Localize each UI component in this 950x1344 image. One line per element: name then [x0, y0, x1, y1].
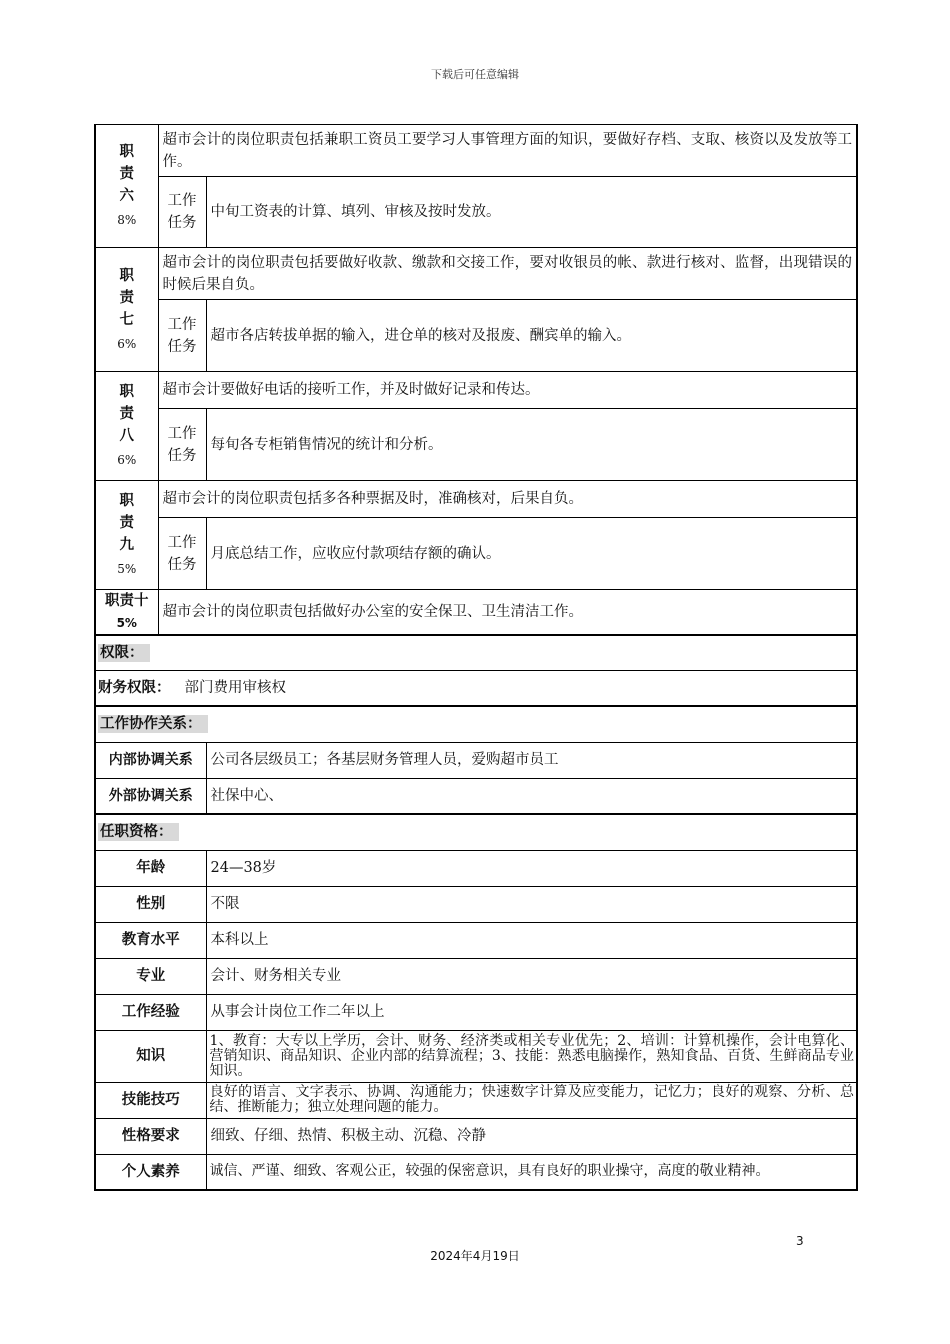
- job-description-table: [94, 124, 858, 1191]
- task-row: [95, 409, 857, 481]
- task-label: 工作任务: [167, 534, 197, 573]
- duty-label: 职责六: [119, 144, 134, 204]
- duty-description: 超市会计的岗位职责包括兼职工资员工要学习人事管理方面的知识，要做好存档、支取、核资以及发放等工作。: [158, 125, 857, 177]
- qual-row: [95, 922, 857, 958]
- qual-label: 技能技巧: [95, 1082, 206, 1118]
- qual-heading: 任职资格：: [98, 823, 179, 841]
- qual-heading-row: [95, 814, 857, 850]
- duty-description: 超市会计的岗位职责包括要做好收款、缴款和交接工作，要对收银员的帐、款进行核对、监督，出现错误的时候后果自负。: [158, 248, 857, 300]
- task-label-cell: [158, 518, 206, 590]
- task-row: [95, 177, 857, 248]
- qual-label: 专业: [95, 958, 206, 994]
- duty-label-cell: [95, 248, 158, 372]
- qual-row: [95, 958, 857, 994]
- duty-label-cell: [95, 125, 158, 248]
- duty-weight: 6%: [117, 336, 137, 351]
- qual-value: 细致、仔细、热情、积极主动、沉稳、冷静: [206, 1118, 857, 1154]
- qual-label: 知识: [95, 1030, 206, 1082]
- duty-weight: 6%: [117, 453, 137, 467]
- duty-label: 职责七: [119, 267, 134, 328]
- duty-row: [95, 372, 857, 409]
- qual-label: 个人素养: [95, 1154, 206, 1190]
- task-label: 工作任务: [167, 316, 197, 355]
- qual-label: 年龄: [95, 850, 206, 886]
- page-number: 3: [796, 1234, 804, 1248]
- financial-authority-label: 财务权限：: [98, 679, 171, 696]
- task-label: 工作任务: [167, 193, 197, 231]
- collab-heading: 工作协作关系：: [98, 715, 208, 733]
- duty-label-cell: [95, 590, 158, 636]
- qual-label: 工作经验: [95, 994, 206, 1030]
- authority-heading-row: [95, 635, 857, 670]
- qual-value: 不限: [206, 886, 857, 922]
- internal-collab-label: 内部协调关系: [95, 742, 206, 778]
- duty-row: [95, 248, 857, 300]
- duty-weight: 8%: [117, 213, 137, 227]
- qual-row: [95, 1154, 857, 1190]
- page-header: 下载后可任意编辑: [431, 68, 519, 81]
- task-label-cell: [158, 409, 206, 481]
- task-label-cell: [158, 177, 206, 248]
- qual-value: 良好的语言、文字表示、协调、沟通能力；快速数字计算及应变能力，记忆力；良好的观察、分析、总结、推断能力；独立处理问题的能力。: [206, 1082, 857, 1118]
- qual-value: 诚信、严谨、细致、客观公正，较强的保密意识，具有良好的职业操守，高度的敬业精神。: [206, 1154, 857, 1190]
- financial-authority-row: [95, 670, 857, 706]
- collab-heading-row: [95, 706, 857, 742]
- qual-label: 性格要求: [95, 1118, 206, 1154]
- qual-value: 会计、财务相关专业: [206, 958, 857, 994]
- task-label: 工作任务: [167, 425, 197, 464]
- duty-label: 职责八: [119, 384, 134, 444]
- qual-row: [95, 994, 857, 1030]
- task-text: 每旬各专柜销售情况的统计和分析。: [206, 409, 857, 481]
- qual-value: 1、教育：大专以上学历，会计、财务、经济类或相关专业优先；2、培训：计算机操作，会计电算化、营销知识、商品知识、企业内部的结算流程；3、技能：熟悉电脑操作，熟知食品、百货、生鲜商品专业知识。: [206, 1030, 857, 1082]
- qual-value: 从事会计岗位工作二年以上: [206, 994, 857, 1030]
- task-text: 月底总结工作，应收应付款项结存额的确认。: [206, 518, 857, 590]
- duty-label-cell: [95, 372, 158, 481]
- qual-row: [95, 1118, 857, 1154]
- footer-date: 2024年4月19日: [430, 1249, 520, 1263]
- qual-label: 教育水平: [95, 922, 206, 958]
- task-text: 中旬工资表的计算、填列、审核及按时发放。: [206, 177, 857, 248]
- duty-label-cell: [95, 481, 158, 590]
- financial-authority-cell: [95, 670, 857, 706]
- qual-row: [95, 886, 857, 922]
- qual-value: 24—38岁: [206, 850, 857, 886]
- external-collab-row: [95, 778, 857, 814]
- section-heading: [95, 706, 857, 742]
- duty-description: 超市会计的岗位职责包括多各种票据及时，准确核对，后果自负。: [158, 481, 857, 518]
- internal-collab-value: 公司各层级员工；各基层财务管理人员，爱购超市员工: [206, 742, 857, 778]
- task-row: [95, 518, 857, 590]
- duty-description: 超市会计的岗位职责包括做好办公室的安全保卫、卫生清洁工作。: [158, 590, 857, 636]
- duty-weight: 5%: [117, 562, 137, 576]
- qual-row: [95, 850, 857, 886]
- task-label-cell: [158, 300, 206, 372]
- section-heading: [95, 635, 857, 670]
- section-heading: [95, 814, 857, 850]
- duty-row: [95, 481, 857, 518]
- qual-row: [95, 1030, 857, 1082]
- authority-heading: 权限：: [98, 644, 150, 662]
- task-row: [95, 300, 857, 372]
- external-collab-value: 社保中心、: [206, 778, 857, 814]
- duty-label: 职责十: [105, 593, 149, 609]
- duty-row: [95, 590, 857, 636]
- task-text: 超市各店转拔单据的输入，进仓单的核对及报废、酬宾单的输入。: [206, 300, 857, 372]
- qual-value: 本科以上: [206, 922, 857, 958]
- duty-label: 职责九: [119, 493, 134, 553]
- external-collab-label: 外部协调关系: [95, 778, 206, 814]
- duty-description: 超市会计要做好电话的接听工作，并及时做好记录和传达。: [158, 372, 857, 409]
- internal-collab-row: [95, 742, 857, 778]
- qual-row: [95, 1082, 857, 1118]
- qual-label: 性别: [95, 886, 206, 922]
- financial-authority-value: 部门费用审核权: [184, 679, 286, 696]
- duty-row: [95, 125, 857, 177]
- duty-weight: 5%: [116, 616, 137, 630]
